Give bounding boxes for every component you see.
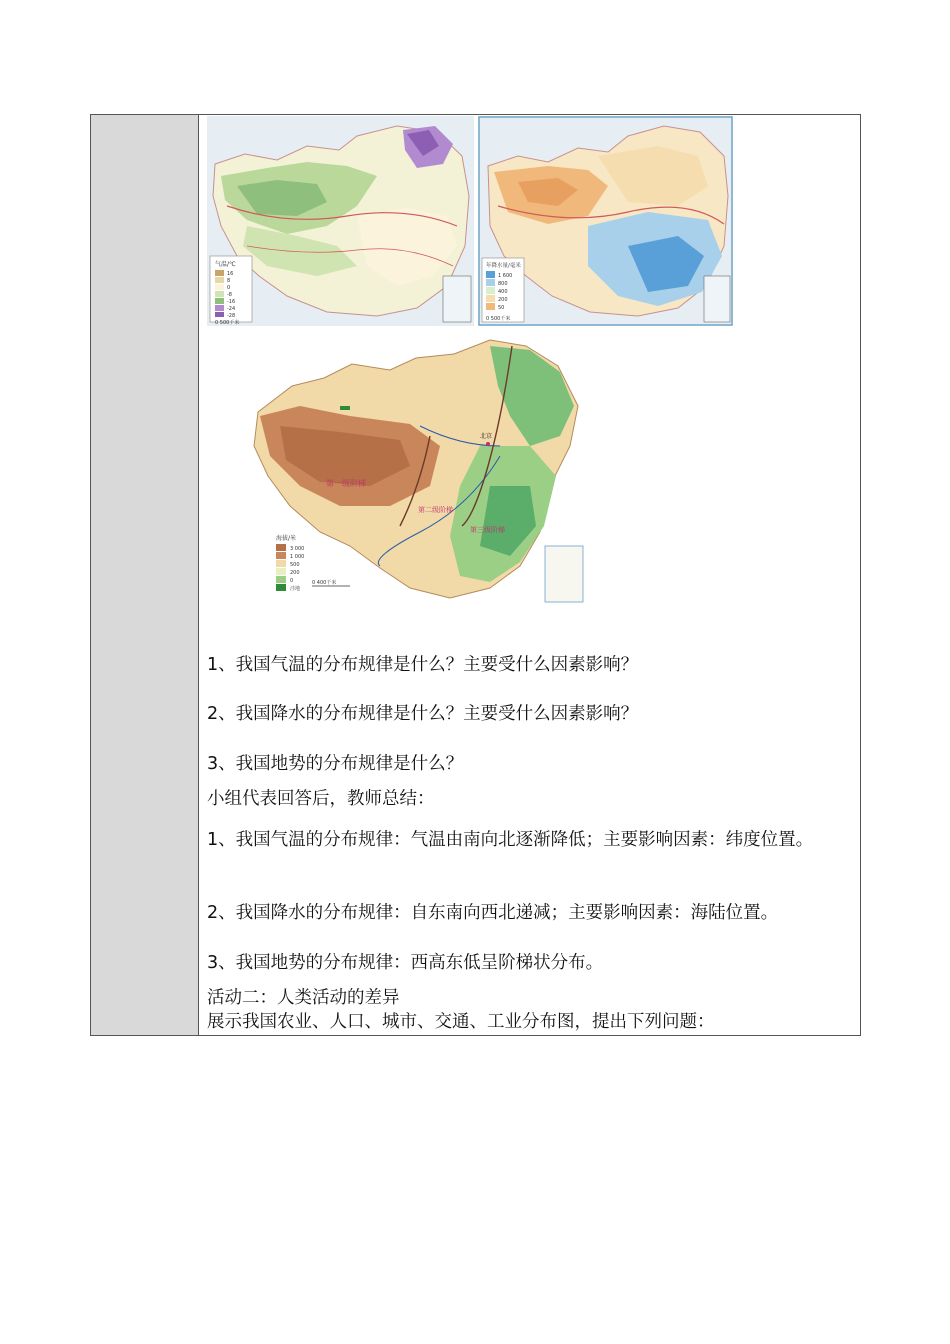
activity-title: 活动二：人类活动的差异 [207,988,400,1008]
activity-intro: 展示我国农业、人口、城市、交通、工业分布图，提出下列问题： [207,1012,715,1032]
answer-1: 1、我国气温的分布规律：气温由南向北逐渐降低；主要影响因素：纬度位置。 [207,830,814,850]
precipitation-map-image [478,116,733,326]
precip-legend-title: 年降水量/毫米 [486,263,521,269]
left-column [91,115,199,1035]
precip-legend-value: 50 [498,305,505,311]
question-1: 1、我国气温的分布规律是什么？主要受什么因素影响？ [207,655,639,675]
temp-legend-value: 16 [227,271,234,277]
precip-legend-value: 400 [498,289,508,295]
terrain-legend-value: 200 [290,570,300,576]
terrain-legend-value: 3 000 [290,546,305,552]
beijing-label: 北京 [480,433,493,440]
terrain-map-image [240,336,588,608]
question-2: 2、我国降水的分布规律是什么？主要受什么因素影响？ [207,704,639,724]
step2-label: 第二级阶梯 [418,506,453,514]
summary-intro: 小组代表回答后，教师总结： [207,789,435,809]
precip-legend-value: 1 600 [498,273,513,279]
temp-legend-value: -24 [227,306,236,312]
temp-legend-value: -28 [227,313,236,319]
terrain-legend-value: 0 [290,578,294,584]
terrain-legend-title: 海拔/米 [276,535,297,542]
terrain-map [240,336,588,608]
question-3: 3、我国地势的分布规律是什么？ [207,754,464,774]
terrain-legend-value: 洼地 [290,586,301,592]
precip-legend-value: 200 [498,297,508,303]
answer-3: 3、我国地势的分布规律：西高东低呈阶梯状分布。 [207,953,604,973]
terrain-legend-value: 1 000 [290,554,305,560]
temperature-map [207,116,474,326]
temp-legend-value: 8 [227,278,231,284]
precip-scale: 0 500千米 [486,316,511,322]
precip-legend-value: 800 [498,281,508,287]
step1-label: 第一级阶梯 [326,479,366,488]
step3-label: 第三级阶梯 [470,526,505,534]
temp-legend-value: 0 [227,285,231,291]
temp-scale: 0 500千米 [215,320,240,326]
temp-legend-value: -8 [227,292,232,298]
temp-legend-title: 气温/℃ [215,261,236,268]
precipitation-map [478,116,733,326]
temp-legend-value: -16 [227,299,236,305]
answer-2: 2、我国降水的分布规律：自东南向西北递减；主要影响因素：海陆位置。 [207,903,779,923]
temperature-map-image [207,116,474,326]
terrain-scale: 0 400千米 [312,580,337,586]
terrain-legend-value: 500 [290,562,300,568]
